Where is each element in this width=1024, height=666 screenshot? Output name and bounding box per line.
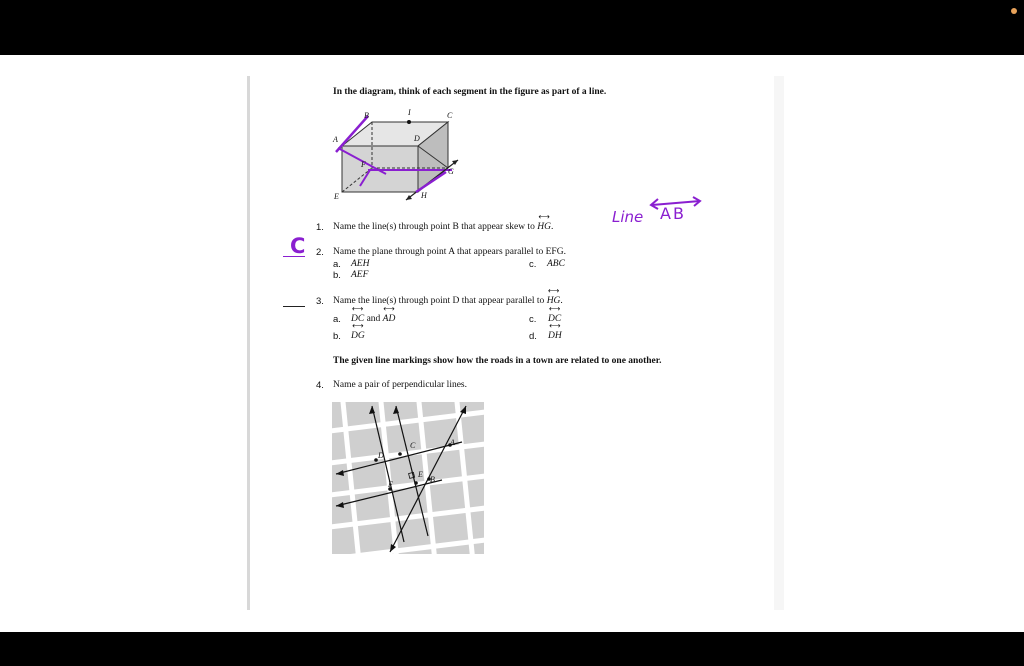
label-i: I xyxy=(408,108,411,117)
worksheet-page xyxy=(247,76,777,610)
map-point-c xyxy=(398,452,402,456)
q2-text: Name the plane through point A that appears parallel to EFG. xyxy=(333,247,566,257)
map-label-d: D xyxy=(378,451,384,460)
ink-answer-q2: C xyxy=(290,234,306,258)
q2-option-c-letter: c. xyxy=(529,259,537,270)
q1-number: 1. xyxy=(316,222,324,233)
q3-answer-blank xyxy=(283,306,305,307)
q2-option-b: AEF xyxy=(351,270,369,280)
instruction-heading: In the diagram, think of each segment in the figure as part of a line. xyxy=(333,87,607,97)
q3-option-b-letter: b. xyxy=(333,331,341,342)
q2-option-b-letter: b. xyxy=(333,270,341,281)
label-f: F xyxy=(361,160,366,169)
q2-option-a-letter: a. xyxy=(333,259,341,270)
q3-line-hg: ⟷ HG xyxy=(547,296,561,306)
map-label-b: B xyxy=(430,475,435,484)
map-label-c: C xyxy=(410,441,416,450)
q1-text: Name the line(s) through point B that appear skew to ⟷ HG. xyxy=(333,222,553,232)
q3-text: Name the line(s) through point D that appear parallel to ⟷ HG. xyxy=(333,296,563,306)
record-indicator-icon xyxy=(1011,8,1017,14)
q3-option-a: ⟷ DC and ⟷ AD xyxy=(351,314,395,324)
label-e: E xyxy=(334,192,339,201)
map-label-e: E xyxy=(418,470,423,479)
label-c: C xyxy=(447,111,453,120)
q3-option-b: ⟷ DG xyxy=(351,331,365,341)
q1-line-hg: ⟷ HG xyxy=(537,222,551,232)
bottom-bar xyxy=(0,632,1024,666)
page-edge-shadow xyxy=(774,76,784,610)
q2-option-c: ABC xyxy=(547,259,565,269)
q3-option-c: ⟷ DC xyxy=(548,314,561,324)
label-d: D xyxy=(414,134,420,143)
ink-answer-word: Line xyxy=(612,208,644,226)
q3-option-d: ⟷ DH xyxy=(548,331,562,341)
map-label-f: F xyxy=(388,480,393,489)
map-label-a: A xyxy=(450,438,455,447)
instruction-roads: The given line markings show how the roads in a town are related to one another. xyxy=(333,356,662,366)
label-a: A xyxy=(333,135,338,144)
label-h: H xyxy=(421,191,427,200)
q3-option-a-letter: a. xyxy=(333,314,341,325)
q3-option-c-letter: c. xyxy=(529,314,537,325)
point-i xyxy=(407,120,411,124)
q3-option-d-letter: d. xyxy=(529,331,537,342)
ink-answer-ab: AB xyxy=(660,204,686,223)
q4-text: Name a pair of perpendicular lines. xyxy=(333,380,467,390)
top-bar xyxy=(0,0,1024,55)
q2-number: 2. xyxy=(316,247,324,258)
label-g: G xyxy=(448,167,454,176)
q2-option-a: AEH xyxy=(351,259,370,269)
q4-number: 4. xyxy=(316,380,324,391)
prism-diagram xyxy=(328,108,468,203)
label-b: B xyxy=(364,111,369,120)
q3-number: 3. xyxy=(316,296,324,307)
map-point-e xyxy=(414,481,418,485)
road-map-figure xyxy=(332,402,484,554)
q2-answer-blank xyxy=(283,256,305,257)
